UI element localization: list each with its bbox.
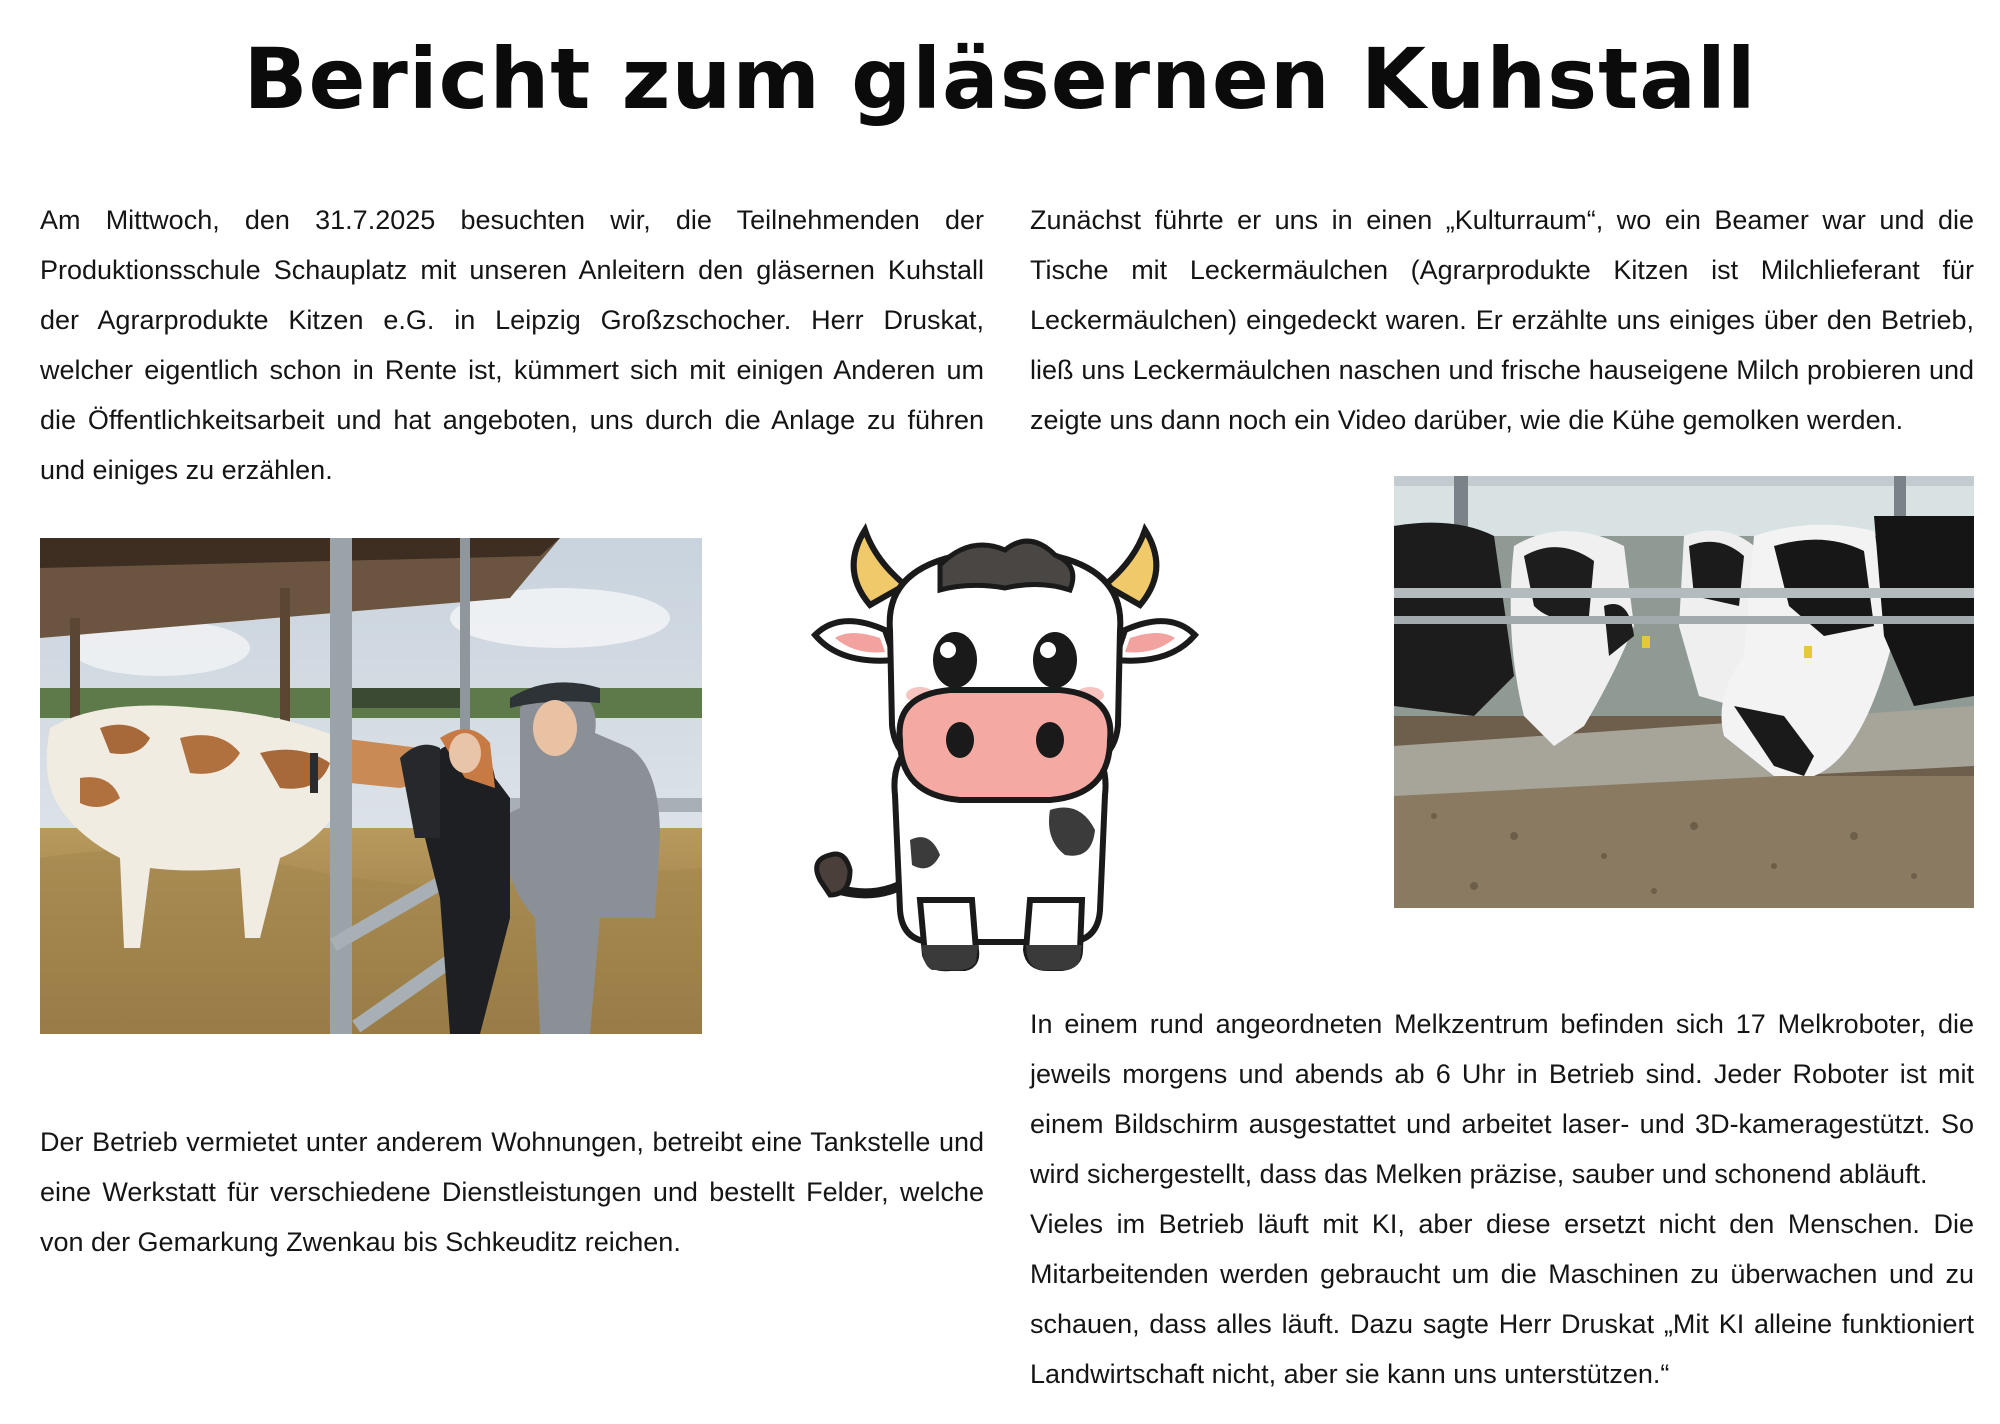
paragraph-intro: Am Mittwoch, den 31.7.2025 besuchten wir, die Teilnehmenden der Produktionsschule Schauplatz mit unseren Anleitern den gläsernen Kuhstall der Agrarprodukte Kitzen e.G. in Leipzig Großzschocher. Herr Druskat, welcher eigentlich schon in Rente ist, kümmert sich mit einigen Anderen um die Öffentlichkeitsarbeit und hat angeboten, uns durch die Anlage zu führen und einiges zu erzählen. [40, 205, 984, 485]
paragraph-kulturraum: Zunächst führte er uns in einen „Kulturraum“, wo ein Beamer war und die Tische mit Leckermäulchen (Agrarprodukte Kitzen ist Milchlieferant für Leckermäulchen) eingedeckt waren. Er erzählte uns einiges über den Betrieb, ließ uns Leckermäulchen naschen und frische hauseigene Milch probieren und zeigte uns dann noch ein Video darüber, wie die Kühe gemolken werden. [1030, 205, 1974, 435]
photo-visitors-with-cow [40, 538, 702, 1034]
photo-cows-feeding [1394, 476, 1974, 908]
cartoon-cow-illustration [800, 510, 1210, 980]
paragraph-melkzentrum: In einem rund angeordneten Melkzentrum befinden sich 17 Melkroboter, die jeweils morgens und abends ab 6 Uhr in Betrieb sind. Jeder Roboter ist mit einem Bildschirm ausgestattet und arbeitet laser- und 3D-kameragestützt. So wird sichergestellt, dass das Melken präzise, sauber und schonend abläuft. [1030, 1009, 1974, 1189]
paragraph-ki: Vieles im Betrieb läuft mit KI, aber diese ersetzt nicht den Menschen. Die Mitarbeitenden werden gebraucht um die Maschinen zu überwachen und zu schauen, dass alles läuft. Dazu sagte Herr Druskat „Mit KI alleine funktioniert Landwirtschaft nicht, aber sie kann uns unterstützen.“ [1030, 1209, 1974, 1389]
paragraph-betrieb: Der Betrieb vermietet unter anderem Wohnungen, betreibt eine Tankstelle und eine Werkstatt für verschiedene Dienstleistungen und bestellt Felder, welche von der Gemarkung Zwenkau bis Schkeuditz reichen. [40, 1127, 984, 1257]
page-title: Bericht zum gläsernen Kuhstall [243, 30, 1757, 128]
